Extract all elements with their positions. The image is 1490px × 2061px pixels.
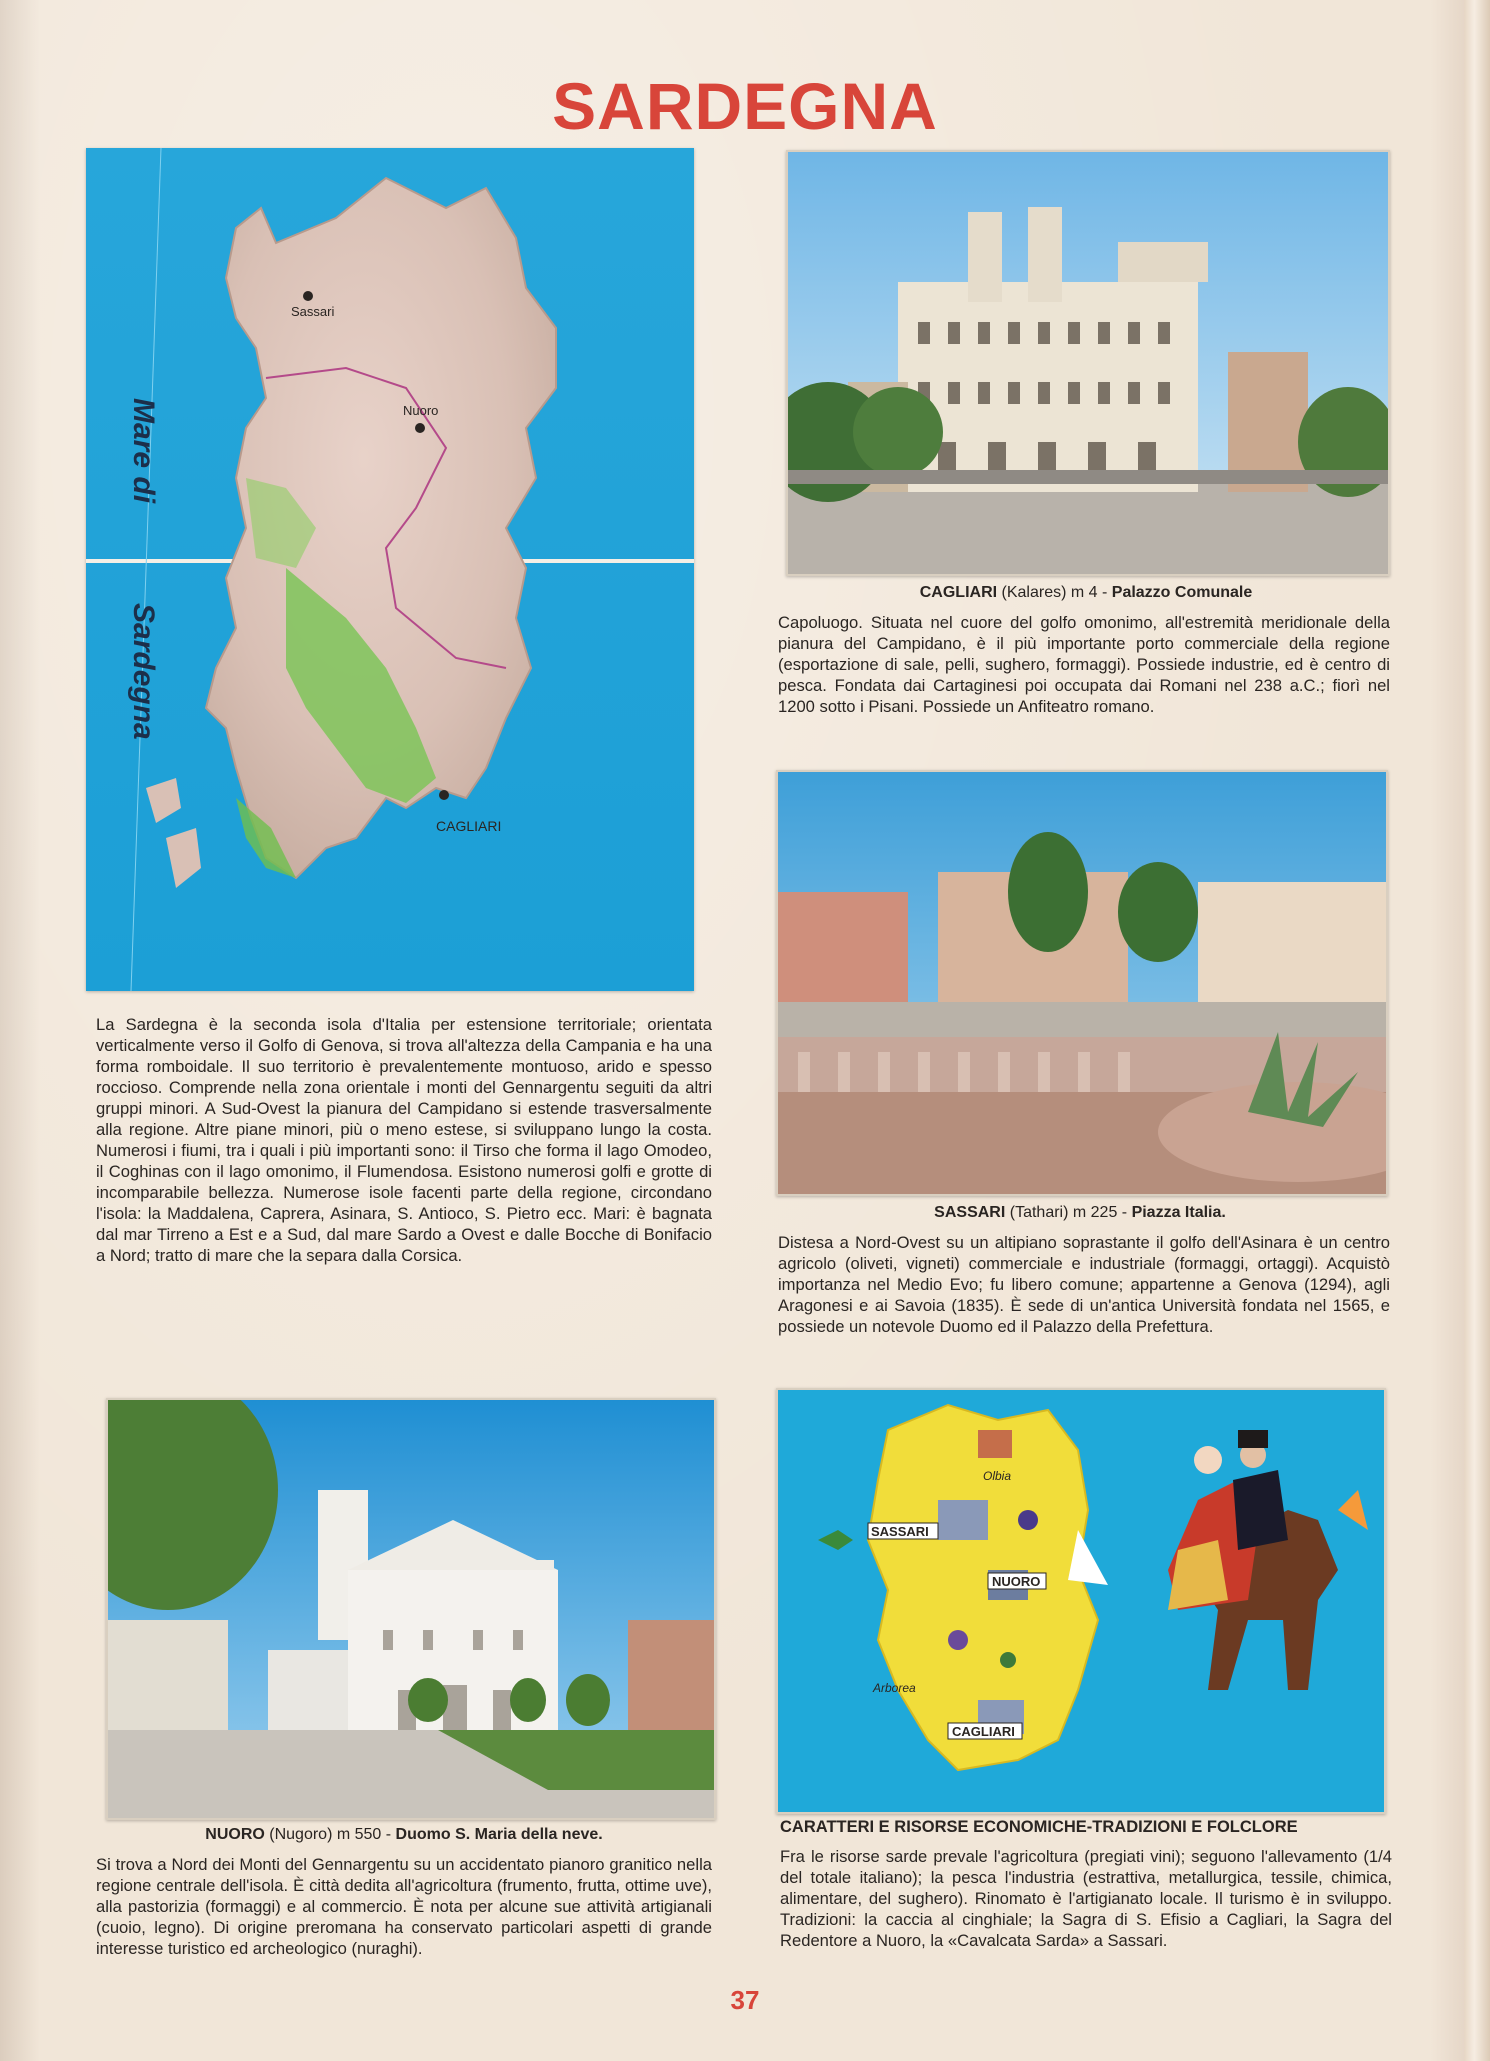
illustrated-map [776,1388,1386,1814]
relief-map-graphic [86,148,694,991]
illustrated-label-nuoro: NUORO [992,1574,1041,1589]
map-label-nuoro: Nuoro [403,403,439,418]
caption-sassari-name: SASSARI [934,1204,1006,1221]
photo-nuoro-graphic [108,1400,714,1818]
caption-nuoro-detail: (Nugoro) m 550 - [264,1826,396,1843]
folklore-text: Fra le risorse sarde prevale l'agricoltura (pregiati vini); seguono l'allevamento (1/4 del totale italiano); la pesca l'industria (estrattiva, metallurgica, tessile, chimica, alimentare, del sughero). Rinomato è l'artigianato locale. Il turismo è in sviluppo. Tradizioni: la caccia al cinghiale; la Sagra di S. Efisio a Cagliari, la Sagra del Redentore a Nuoro, la «Cavalcata Sarda» a Sassari. [780,1847,1392,1950]
illustrated-label-arborea: Arborea [873,1681,916,1695]
photo-cagliari [786,150,1390,576]
cagliari-text: Capoluogo. Situata nel cuore del golfo omonimo, all'estremità meridionale della pianura del Campidano, è il più importante porto commerciale della regione (esportazione di sale, pelli, sughero, formaggi). Possiede industrie, ed è centro di pesca. Fondata dai Cartaginesi poi occupata dai Romani nel 238 a.C.; fiorì nel 1200 sotto i Pisani. Possiede un Anfiteatro romano. [778,613,1390,716]
caption-cagliari-subject: Palazzo Comunale [1111,584,1253,601]
map-label-cagliari: CAGLIARI [436,818,502,834]
photo-cagliari-graphic [788,152,1388,574]
illustrated-label-sassari: SASSARI [871,1524,929,1539]
illustrated-map-graphic [778,1390,1384,1812]
illustrated-label-olbia: Olbia [983,1469,1012,1483]
caption-cagliari [786,584,1386,602]
photo-sassari-graphic [778,772,1386,1194]
photo-sassari [776,770,1388,1196]
page-title: SARDEGNA [552,69,938,143]
caption-nuoro [96,1826,712,1844]
sea-label-line1: Mare di [127,398,160,504]
page-number: 37 [730,1985,760,2015]
photo-nuoro [106,1398,716,1820]
caption-nuoro-subject: Duomo S. Maria della neve. [395,1826,603,1843]
caption-sassari [776,1204,1384,1222]
nuoro-text: Si trova a Nord dei Monti del Gennargentu su un accidentato pianoro granitico nella regione centrale dell'isola. È città dedita all'agricoltura (frumento, frutta, ottime uve), alla pastorizia (formaggi) e al commercio. È nota per alcune sue attività artigianali (cuoio, legno). Di origine preromana ha conservato particolari aspetti di grande interesse turistico ed archeologico (nuraghi). [96,1855,712,1958]
sea-label-line2: Sardegna [127,603,160,740]
relief-map [86,148,694,991]
caption-sassari-subject: Piazza Italia. [1131,1204,1226,1221]
caption-nuoro-name: NUORO [205,1826,265,1843]
caption-cagliari-detail: (Kalares) m 4 - [997,584,1112,601]
illustrated-label-cagliari: CAGLIARI [952,1724,1015,1739]
caption-cagliari-name: CAGLIARI [919,584,998,601]
caption-sassari-detail: (Tathari) m 225 - [1005,1204,1132,1221]
page-fold [1464,0,1490,2061]
folklore-heading: CARATTERI E RISORSE ECONOMICHE-TRADIZIONI E FOLCLORE [780,1818,1298,1836]
intro-text: La Sardegna è la seconda isola d'Italia per estensione territoriale; orientata verticalmente verso il Golfo di Genova, si trova all'altezza della Campania e ha una forma romboidale. Il suo territorio è prevalentemente montuoso, arido e spesso roccioso. Comprende nella zona orientale i monti del Gennargentu seguiti da altri gruppi minori. A Sud-Ovest la pianura del Campidano si estende trasversalmente alla regione. Altre piane minori, più o meno estese, si sviluppano lungo la costa. Numerosi i fiumi, tra i quali i più importanti sono: il Tirso che forma il lago Omodeo, il Coghinas con il lago omonimo, il Flumendosa. Esistono numerosi golfi e grotte di incomparabile bellezza. Numerose isole facenti parte della regione, circondano l'isola: la Maddalena, Caprera, Asinara, S. Antioco, S. Pietro ecc. Mari: è bagnata dal mar Tirreno a Est e a Sud, dal mare Sardo a Ovest e dalle Bocche di Bonifacio a Nord; tratto di mare che la separa dalla Corsica. [96,1015,712,1265]
map-label-sassari: Sassari [291,304,335,319]
sassari-text: Distesa a Nord-Ovest su un altipiano soprastante il golfo dell'Asinara è un centro agricolo (oliveti, vigneti) commerciale e industriale (formaggi, ortaggi). Acquistò importanza nel Medio Evo; fu libero comune; appartenne a Genova (1294), agli Aragonesi e ai Savoia (1835). È sede di un'antica Università fondata nel 1565, e possiede un notevole Duomo ed il Palazzo della Prefettura. [778,1233,1390,1336]
